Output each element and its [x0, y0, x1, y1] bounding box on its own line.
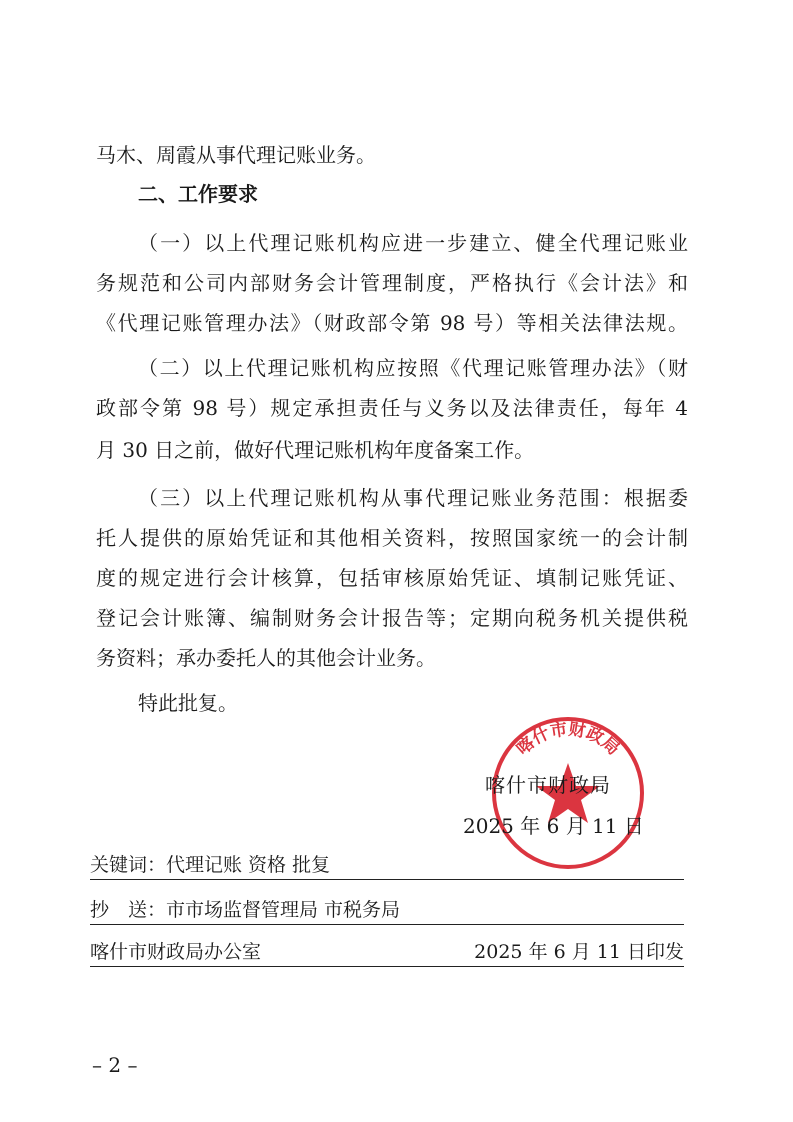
body-text-line: （一）以上代理记账机构应进一步建立、健全代理记账业: [138, 231, 688, 255]
body-text-line: 特此批复。: [138, 691, 238, 715]
signature-organization: 喀什市财政局: [485, 773, 611, 797]
body-text-line: 月 30 日之前，做好代理记账机构年度备案工作。: [96, 438, 535, 462]
footer-cc: 抄 送：市市场监督管理局 市税务局: [90, 898, 684, 925]
footer-issue-line: [90, 940, 684, 967]
signature-date: 2025 年 6 月 11 日: [463, 814, 644, 838]
footer-issuer: 喀什市财政局办公室: [90, 941, 262, 963]
body-text-line: 托人提供的原始凭证和其他相关资料，按照国家统一的会计制: [96, 526, 688, 550]
page-number: – 2 –: [92, 1053, 138, 1077]
body-text-line: （三）以上代理记账机构从事代理记账业务范围：根据委: [138, 486, 688, 510]
body-text-line: 务资料；承办委托人的其他会计业务。: [96, 646, 436, 670]
body-text-line: （二）以上代理记账机构应按照《代理记账管理办法》（财: [138, 356, 688, 380]
body-text-line: 度的规定进行会计核算，包括审核原始凭证、填制记账凭证、: [96, 566, 688, 590]
body-text-line: 《代理记账管理办法》（财政部令第 98 号）等相关法律法规。: [96, 311, 688, 335]
body-text-line: 马木、周霞从事代理记账业务。: [96, 143, 376, 167]
body-text-line: 登记会计账簿、编制财务会计报告等；定期向税务机关提供税: [96, 606, 688, 630]
footer-keywords: 关键词：代理记账 资格 批复: [90, 853, 684, 880]
body-text-line: 务规范和公司内部财务会计管理制度，严格执行《会计法》和: [96, 271, 688, 295]
footer-issue-date: 2025 年 6 月 11 日印发: [474, 941, 684, 963]
section-heading: 二、工作要求: [138, 182, 258, 206]
body-text-line: 政部令第 98 号）规定承担责任与义务以及法律责任，每年 4: [96, 396, 688, 420]
svg-text:喀什市财政局: 喀什市财政局: [512, 719, 624, 760]
